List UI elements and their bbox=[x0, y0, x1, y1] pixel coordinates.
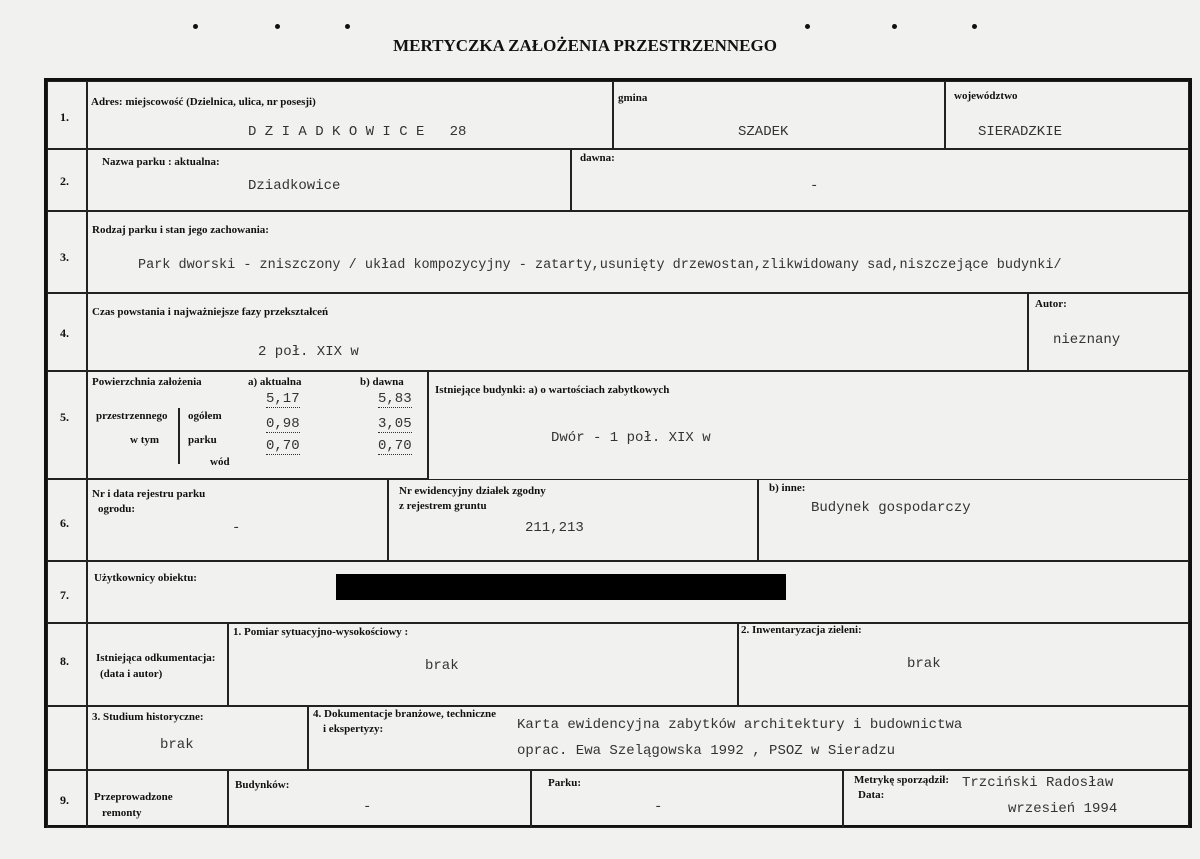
row-number: 4. bbox=[60, 326, 69, 340]
old-name-value: - bbox=[810, 178, 819, 194]
voivodeship-cell bbox=[945, 81, 1189, 149]
address-value: D Z I A D K O W I C E 28 bbox=[248, 124, 467, 140]
other-buildings-value: Budynek gospodarczy bbox=[811, 500, 971, 516]
author-date-cell bbox=[843, 770, 1189, 828]
row-number-cell bbox=[47, 706, 87, 770]
row-number: 1. bbox=[60, 110, 69, 124]
technical-docs-line-2: oprac. Ewa Szelągowska 1992 , PSOZ w Sieradzu bbox=[517, 743, 896, 759]
row-number: 8. bbox=[60, 654, 69, 668]
prepared-by-label: Metrykę sporządził: bbox=[854, 774, 949, 786]
other-buildings-cell bbox=[758, 479, 1189, 561]
buildings-cell bbox=[428, 371, 1189, 479]
register-cell bbox=[87, 479, 388, 561]
row-number: 6. bbox=[60, 516, 69, 530]
author-cell bbox=[1028, 293, 1189, 371]
author-label: Autor: bbox=[1035, 298, 1067, 310]
buildings-label: Istniejące budynki: a) o wartościach zabytkowych bbox=[435, 384, 670, 396]
row-number: 9. bbox=[60, 793, 69, 807]
punch-hole bbox=[193, 24, 198, 29]
greenery-label: 2. Inwentaryzacja zieleni: bbox=[741, 624, 862, 636]
area-cell bbox=[87, 371, 428, 479]
park-type-value: Park dworski - zniszczony / układ kompozycyjny - zatarty,usunięty drzewostan,zlikwidowany sad,niszczejące budynki/ bbox=[138, 258, 1062, 273]
technical-docs-label-2: i ekspertyzy: bbox=[323, 723, 384, 735]
former-water: 0,70 bbox=[378, 438, 412, 454]
punch-hole bbox=[972, 24, 977, 29]
building-repairs-cell bbox=[228, 770, 531, 828]
park-name-cell bbox=[87, 149, 571, 211]
register-value: - bbox=[232, 520, 241, 536]
gmina-label: gmina bbox=[618, 92, 648, 104]
repairs-label: Przeprowadzone bbox=[94, 791, 173, 803]
prepared-by-value: Trzciński Radosław bbox=[962, 775, 1114, 791]
date-value: wrzesień 1994 bbox=[1008, 801, 1118, 817]
history-cell bbox=[87, 706, 308, 770]
old-name-label: dawna: bbox=[580, 152, 615, 164]
survey-value: brak bbox=[425, 658, 459, 674]
row-number-cell bbox=[47, 623, 87, 706]
register-label-2: ogrodu: bbox=[98, 503, 136, 515]
former-park: 3,05 bbox=[378, 416, 412, 432]
park-type-label: Rodzaj parku i stan jego zachowania: bbox=[92, 224, 269, 236]
date-label: Data: bbox=[858, 789, 885, 801]
park-repairs-cell bbox=[531, 770, 843, 828]
technical-docs-label: 4. Dokumentacje branżowe, techniczne bbox=[313, 708, 496, 720]
row-number-cell bbox=[47, 479, 87, 561]
former-header: b) dawna bbox=[360, 376, 404, 388]
author-value: nieznany bbox=[1053, 332, 1121, 348]
greenery-value: brak bbox=[907, 656, 941, 672]
area-label-2: przestrzennego bbox=[96, 410, 168, 422]
plot-value: 211,213 bbox=[525, 520, 584, 536]
park-repairs-label: Parku: bbox=[548, 777, 581, 789]
plot-label-2: z rejestrem gruntu bbox=[399, 500, 487, 512]
survey-label: 1. Pomiar sytuacyjno-wysokościowy : bbox=[233, 626, 409, 638]
current-header: a) aktualna bbox=[248, 376, 302, 388]
users-label: Użytkownicy obiektu: bbox=[94, 572, 197, 584]
row-number: 2. bbox=[60, 174, 69, 188]
period-value: 2 poł. XIX w bbox=[258, 344, 359, 360]
park-name-label: Nazwa parku : aktualna: bbox=[102, 156, 220, 168]
row-number: 5. bbox=[60, 410, 69, 424]
row-number-cell bbox=[47, 211, 87, 293]
repairs-cell bbox=[87, 770, 228, 828]
former-total: 5,83 bbox=[378, 391, 412, 407]
gmina-value: SZADEK bbox=[738, 124, 789, 140]
divider bbox=[178, 408, 180, 464]
plot-cell bbox=[388, 479, 758, 561]
address-cell bbox=[87, 81, 613, 149]
period-label: Czas powstania i najważniejsze fazy przekształceń bbox=[92, 306, 329, 318]
punch-hole bbox=[892, 24, 897, 29]
history-value: brak bbox=[160, 737, 194, 753]
greenery-cell bbox=[738, 623, 1189, 706]
row-number-cell bbox=[47, 81, 87, 149]
row-number-cell bbox=[47, 371, 87, 479]
history-label: 3. Studium historyczne: bbox=[92, 711, 204, 723]
row-number-cell bbox=[47, 770, 87, 828]
punch-hole bbox=[275, 24, 280, 29]
current-park: 0,98 bbox=[266, 416, 300, 432]
park-label: parku bbox=[188, 434, 217, 446]
park-type-cell bbox=[87, 211, 1189, 293]
repairs-label-2: remonty bbox=[102, 807, 142, 819]
survey-cell bbox=[228, 623, 738, 706]
gmina-cell bbox=[613, 81, 945, 149]
users-cell bbox=[87, 561, 1189, 623]
form bbox=[44, 78, 1192, 828]
plot-label: Nr ewidencyjny działek zgodny bbox=[399, 485, 546, 497]
current-water: 0,70 bbox=[266, 438, 300, 454]
current-total: 5,17 bbox=[266, 391, 300, 407]
punch-hole bbox=[345, 24, 350, 29]
row-number-cell bbox=[47, 149, 87, 211]
redaction-bar bbox=[336, 574, 786, 600]
area-label: Powierzchnia założenia bbox=[92, 376, 202, 388]
other-buildings-label: b) inne: bbox=[769, 482, 806, 494]
period-cell bbox=[87, 293, 1028, 371]
voivodeship-value: SIERADZKIE bbox=[978, 124, 1063, 140]
register-label: Nr i data rejestru parku bbox=[92, 488, 206, 500]
documentation-label: Istniejąca odkumentacja: bbox=[96, 652, 216, 664]
buildings-value: Dwór - 1 poł. XIX w bbox=[551, 430, 711, 446]
page-title: MERTYCZKA ZAŁOŻENIA PRZESTRZENNEGO bbox=[393, 36, 777, 55]
row-number-cell bbox=[47, 293, 87, 371]
total-label: ogółem bbox=[188, 410, 222, 422]
technical-docs-cell bbox=[308, 706, 1189, 770]
water-label: wód bbox=[210, 456, 230, 468]
punch-hole bbox=[805, 24, 810, 29]
area-label-3: w tym bbox=[130, 434, 160, 446]
building-repairs-value: - bbox=[363, 799, 372, 815]
technical-docs-line-1: Karta ewidencyjna zabytków architektury i budownictwa bbox=[517, 717, 963, 733]
park-name-value: Dziadkowice bbox=[248, 178, 341, 194]
documentation-label-2: (data i autor) bbox=[100, 668, 163, 680]
documentation-cell bbox=[87, 623, 228, 706]
park-repairs-value: - bbox=[654, 799, 663, 815]
address-label: Adres: miejscowość (Dzielnica, ulica, nr posesji) bbox=[91, 96, 316, 108]
row-number: 7. bbox=[60, 588, 69, 602]
voivodeship-label: województwo bbox=[954, 90, 1018, 102]
building-repairs-label: Budynków: bbox=[235, 779, 290, 791]
row-number-cell bbox=[47, 561, 87, 623]
old-name-cell bbox=[571, 149, 1189, 211]
row-number: 3. bbox=[60, 250, 69, 264]
